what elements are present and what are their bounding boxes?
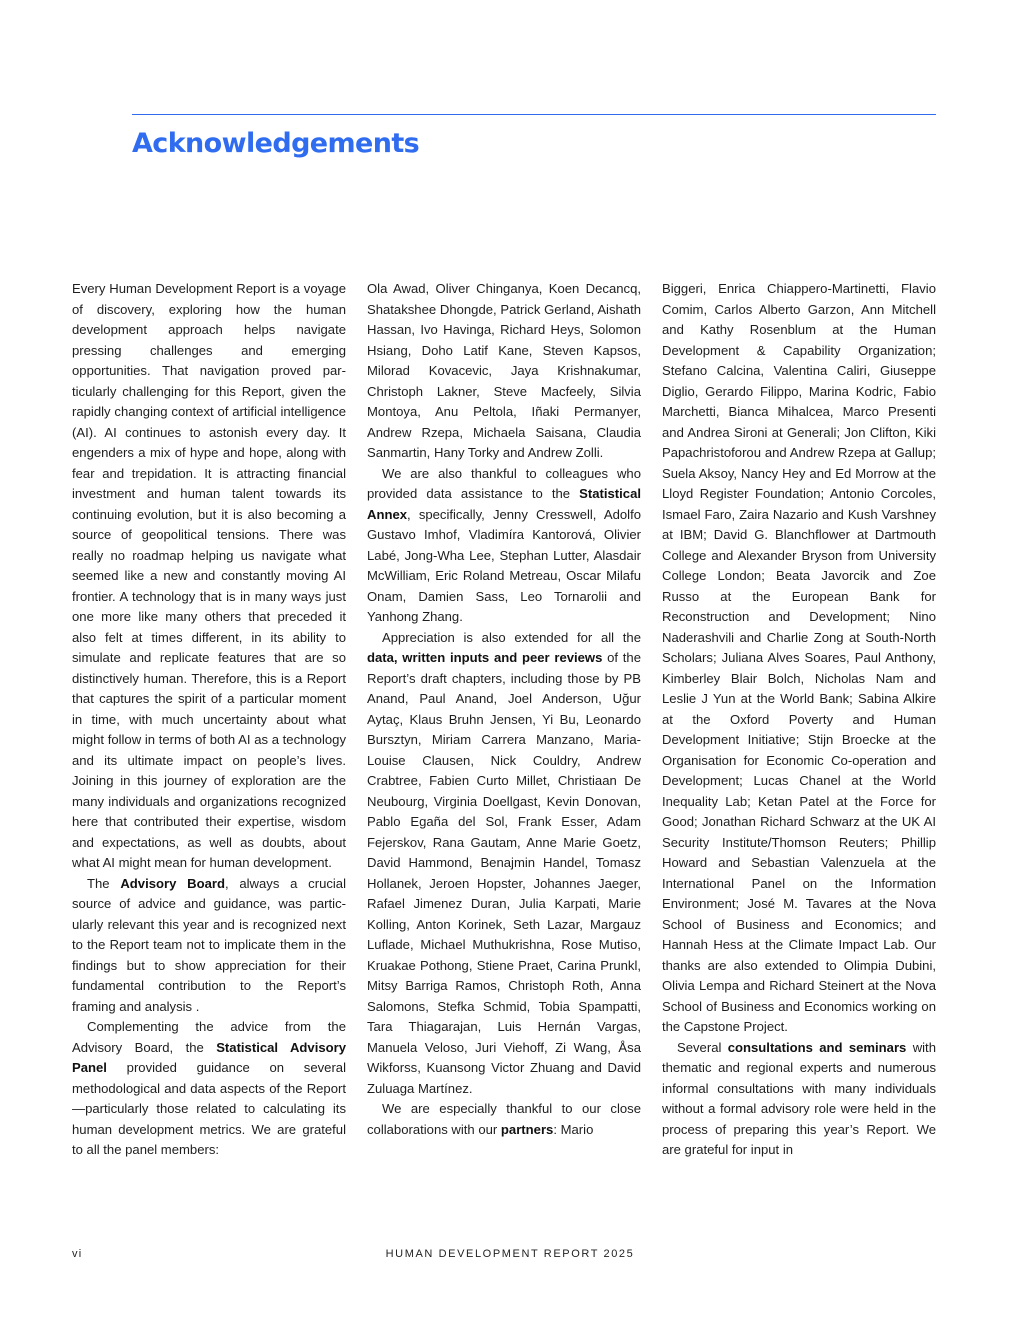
- bold-term: Statistical Advisory Panel: [72, 1039, 346, 1075]
- running-title: HUMAN DEVELOPMENT REPORT 2025: [385, 1248, 635, 1260]
- text-column-3: [662, 279, 936, 1161]
- bold-term: Advisory Board: [120, 875, 225, 891]
- paragraph: We are especially thankful to our close collaborations with our partners: Mario: [367, 1101, 641, 1137]
- paragraph: Appreciation is also extended for all the data, written inputs and peer reviews of the Report’s draft chapters, including those by PB Anand, Paul Anand, Joel Anderson, Uğur Aytaç, Klaus Bruhn Jensen, Yi Bu, Leonardo Bursztyn, Miriam Carrera Manzano, Maria-Louise Clausen, Nick Couldry, Andrew Crabtree, Fabien Curto Millet, Christiaan De Neubourg, Virginia Doellgast, Kevin Donovan, Pablo Egaña del Sol, Frank Esser, Adam Fejerskov, Rana Gautam, Anne Marie Goetz, David Hammond, Benajmin Handel, Tomasz Hollanek, Jeroen Hopster, Johannes Jaeger, Rafael Jimenez Duran, Julia Karpati, Marie Kolling, Anton Korinek, Seth Lazar, Margauz Luflade, Michael Muthukrishna, Rose Mutiso, Kruakae Pothong, Stiene Praet, Carina Prunkl, Mitsy Barriga Ramos, Christoph Roth, Anna Salomons, Stefka Schmid, Tobia Spampatti, Tara Thiagarajan, Luis Hernán Vargas, Manuela Veloso, Juri Viehoff, Zi Wang, Åsa Wikforss, Kuansong Victor Zhuang and David Zuluaga Martínez.: [367, 629, 641, 1096]
- bold-term: consultations and seminars: [727, 1039, 907, 1055]
- text-column-2: [367, 279, 641, 1140]
- text-column-1: [72, 279, 346, 1161]
- paragraph: We are also thankful to colleagues who provided data assistance to the Statistical Annex, specifically, Jenny Cresswell, Adolfo Gustavo Imhof, Vladimíra Kantorová, Olivier Labé, Jong-Wha Lee, Stephan Lutter, Alasdair McWilliam, Eric Roland Metreau, Oscar Milafu Onam, Damien Sass, Leo Tornarolii and Yanhong Zhang.: [367, 465, 641, 624]
- paragraph: The Advisory Board, always a crucial source of advice and guidance, was particularly relevant this year and is recognized next to the Report team not to implicate them in the findings but to show appreciation for their fundamental contribution to the Report’s framing and analysis .: [72, 875, 347, 1014]
- bold-term: Statistical Annex: [367, 486, 641, 522]
- bold-term: partners: [500, 1121, 554, 1137]
- paragraph: Every Human Development Report is a voyage of discovery, exploring how the human development approach helps navigate pressing challenges and emerging opportunities. That navigation proved particularly challenging for this Report, given the rapidly changing context of artificial intelligence (AI). AI continues to astonish every day. It engenders a mix of hype and hope, along with fear and trepidation. It is attracting financial investment and human talent towards its continuing evolution, but it is also becoming a source of geopolitical tensions. There was really no roadmap helping us navigate what seemed like a new and constantly moving AI frontier. A technology that is in many ways just one more like many others that preceded it also felt at times different, in its ability to simulate and replicate features that are so distinctively human. Therefore, this is a Report that captures the spirit of a particular moment in time, with much uncertainty about what might follow in terms of both AI as a technology and its ultimate impact on people’s lives. Joining in this journey of exploration are the many individuals and organizations recognized here that contributed their expertise, wisdom and expectations, as well as doubts, about what AI might mean for human development.: [72, 281, 346, 870]
- bold-term: data, written inputs and peer reviews: [367, 650, 603, 665]
- paragraph: Several consultations and seminars with thematic and regional experts and numerous informal consultations with many individuals without a formal advisory role were held in the process of preparing this year’s Report. We are grateful for input in: [662, 1039, 936, 1157]
- paragraph: Ola Awad, Oliver Chinganya, Koen Decancq, Shatakshee Dhongde, Patrick Gerland, Aishath Hassan, Ivo Havinga, Richard Heys, Solomon Hsiang, Doho Latif Kane, Steven Kapsos, Milorad Kovacevic, Jaya Krishnakumar, Christoph Lakner, Steve Macfeely, Silvia Montoya, Anu Peltola, Iñaki Permanyer, Andrew Rzepa, Michaela Saisana, Claudia Sanmartin, Hany Torky and Andrew Zolli.: [367, 281, 641, 460]
- page-title: Acknowledgements: [132, 128, 420, 159]
- header-rule: [132, 114, 936, 115]
- page-number: vi: [72, 1248, 83, 1260]
- paragraph: Biggeri, Enrica Chiappero-Martinetti, Flavio Comim, Carlos Alberto Garzon, Ann Mitchell and Kathy Rosenblum at the Human Development & Capability Organization; Stefano Calcina, Valentina Caliri, Giuseppe Diglio, Gerardo Filippo, Marina Kodric, Fabio Marchetti, Bianca Mihalcea, Marco Presenti and Andrea Sironi at Generali; Jon Clifton, Kiki Papachristoforou and Andrew Rzepa at Gallup; Suela Aksoy, Nancy Hey and Ed Morrow at the Lloyd Register Foundation; Antonio Corcoles, Ismael Faro, Zaira Nazario and Kush Varshney at IBM; David G. Blanchflower at Dartmouth College and Alexander Bryson from University College London; Beata Javorcik and Zoe Russo at the European Bank for Reconstruction and Development; Nino Naderashvili and Charlie Zong at South-North Scholars; Juliana Alves Soares, Paul Anthony, Kimberley Blair Bolch, Nicholas Nam and Leslie J Yun at the World Bank; Sabina Alkire at the Oxford Poverty and Human Development Initiative; Stijn Broecke at the Organisation for Economic Co-operation and Development; Lucas Chanel at the World Inequality Lab; Ketan Patel at the Force for Good; Jonathan Richard Schwarz at the UK AI Security Institute/Thomson Reuters; Phillip Howard and Sebastian Valenzuela at the International Panel on the Information Environment; José M. Tavares at the Nova School of Business and Economics; and Hannah Hess at the Climate Impact Lab. Our thanks are also extended to Olimpia Dubini, Olivia Lempa and Richard Steinert at the Nova School of Business and Economics working on the Capstone Project.: [662, 281, 936, 1034]
- paragraph: Complementing the advice from the Advisory Board, the Statistical Advisory Panel provided guidance on several methodological and data aspects of the Report—particularly those related to calculating its human development metrics. We are grateful to all the panel members:: [72, 1019, 346, 1157]
